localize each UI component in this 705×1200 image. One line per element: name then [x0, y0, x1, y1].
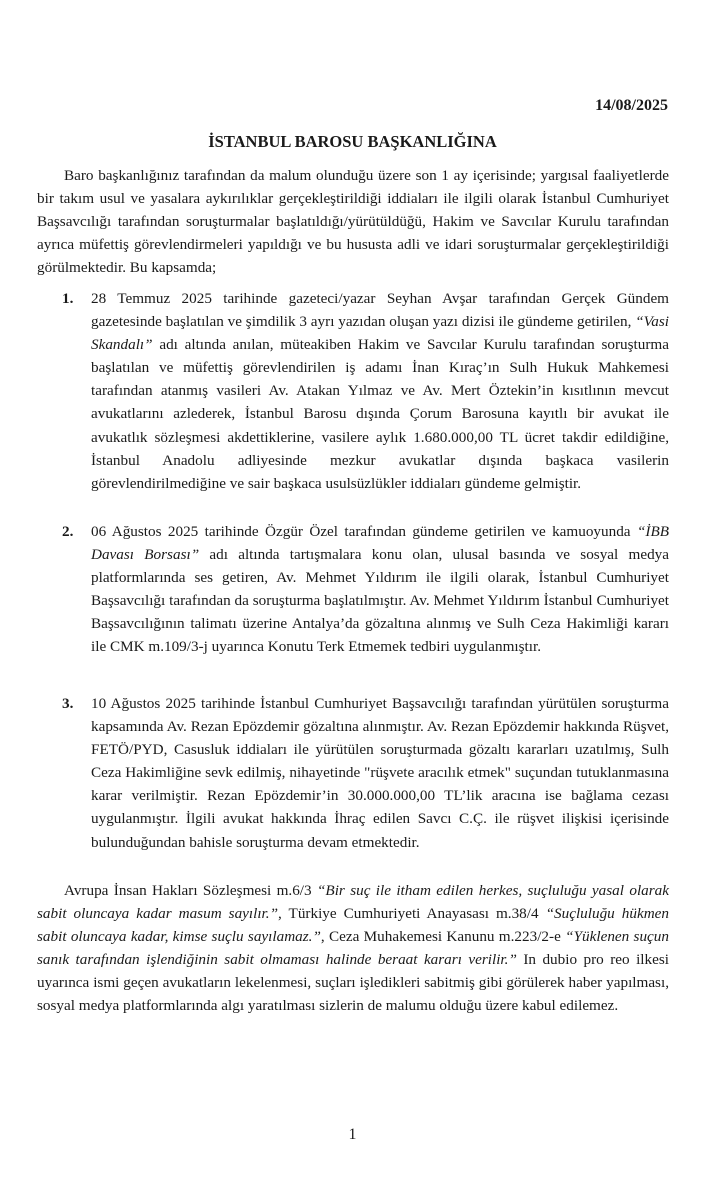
document-title: İSTANBUL BAROSU BAŞKANLIĞINA — [208, 132, 497, 151]
item-text-part: 06 Ağustos 2025 tarihinde Özgür Özel tarafından gündeme getirilen ve kamuoyunda — [91, 523, 637, 540]
numbered-item-2 — [62, 520, 669, 659]
item-text-part: adı altında tartışmalara konu olan, ulusal basında ve sosyal medya platformlarında ses getiren, Av. Mehmet Yıldırım ile ilgili olarak, İstanbul Cumhuriyet Başsavcılığı tarafından da soruşturma başlatılmıştır. Av. Mehmet Yıldırım İstanbul Cumhuriyet Başsavcılığının talimatı üzerine Antalya’da gözaltına alınmış ve Sulh Ceza Hakimliği kararı ile CMK m.109/3-j uyarınca Konutu Terk Etmemek tedbiri uygulanmıştır. — [91, 546, 669, 656]
item-text — [91, 692, 669, 854]
numbered-item-1 — [62, 287, 669, 495]
item-number: 3. — [62, 695, 74, 712]
item-text — [91, 520, 669, 659]
closing-quote: “Bir suç ile itham edilen herkes, suçluluğu yasal olarak sabit oluncaya kadar masum sayılır.” — [37, 882, 669, 923]
intro-paragraph: Baro başkanlığınız tarafından da malum olunduğu üzere son 1 ay içerisinde; yargısal faaliyetlerde bir takım usul ve yasalara aykırılıklar gerçekleştirildiği iddiaları ile ilgili olarak İstanbul Cumhuriyet Başsavcılığı tarafından soruşturmalar başlatıldığı/yürütüldüğü, Hakim ve Savcılar Kurulu tarafından ayrıca müfettiş görevlendirmeleri yapıldığı ve bu hususta adli ve idari soruşturmalar gerçekleştirildiği görülmektedir. Bu kapsamda; — [37, 167, 669, 277]
closing-quote: “Yüklenen suçun sanık tarafından işlendiğinin sabit olmaması halinde beraat kararı verilir.” — [37, 928, 669, 969]
item-italic-phrase: “İBB Davası Borsası” — [91, 523, 669, 564]
item-number: 1. — [62, 290, 74, 307]
closing-paragraph — [37, 879, 669, 1018]
page-number: 1 — [348, 1126, 357, 1143]
item-italic-phrase: “Vasi Skandalı” — [91, 313, 669, 354]
closing-text: , Türkiye Cumhuriyeti Anayasası m.38/4 — [278, 905, 546, 923]
closing-text: In dubio pro reo ilkesi uyarınca ismi geçen avukatların lekelenmesi, suçları işledikleri sabitmiş gibi görülerek haber yapılması, sosyal medya platformlarında algı yaratılması sizlerin de malumu olduğu üzere kabul edilemez. — [37, 951, 669, 1015]
numbered-item-3 — [62, 692, 669, 854]
document-date: 14/08/2025 — [595, 97, 668, 114]
closing-quote: “Suçluluğu hükmen sabit oluncaya kadar, kimse suçlu sayılamaz.” — [37, 905, 669, 946]
item-text-part: 10 Ağustos 2025 tarihinde İstanbul Cumhuriyet Başsavcılığı tarafından yürütülen soruşturma kapsamında Av. Rezan Epözdemir gözaltına alınmıştır. Av. Rezan Epözdemir hakkında Rüşvet, FETÖ/PYD, Casusluk iddiaları ile yürütülen soruşturmada gözaltı kararları uzatılmış, Sulh Ceza Hakimliğine sevk edilmiş, nihayetinde "rüşvete aracılık etmek" suçundan tutuklanmasına karar verilmiştir. Rezan Epözdemir’in 30.000.000,00 TL’lik aracına ise bağlama cezası uygulanmıştır. İlgili avukat hakkında İhraç edilen Savcı C.Ç. ile rüşvet ilişkisi içerisinde bulunduğundan bahisle soruşturma devam etmektedir. — [91, 695, 669, 851]
closing-text: Avrupa İnsan Hakları Sözleşmesi m.6/3 — [64, 882, 317, 899]
item-number: 2. — [62, 523, 74, 540]
item-text-part: 28 Temmuz 2025 tarihinde gazeteci/yazar Seyhan Avşar tarafından Gerçek Gündem gazetesinde başlatılan ve şimdilik 3 ayrı yazıdan oluşan yazı dizisi ile gündeme getirilen, — [91, 290, 669, 331]
closing-text: , Ceza Muhakemesi Kanunu m.223/2-e — [320, 928, 566, 946]
item-text-part: adı altında anılan, müteakiben Hakim ve Savcılar Kurulu tarafından soruşturma başlatılan ve müfettiş görevlendirilen iş adamı İnan Kıraç’ın Sulh Hukuk Mahkemesi tarafından atanmış vasileri Av. Atakan Yılmaz ve Av. Mert Öztekin’in kısıtlının mevcut avukatlarını azlederek, İstanbul Barosu dışında Çorum Barosuna kayıtlı bir avukat ile avukatlık sözleşmesi akdettiklerine, vasilere aylık 1.680.000,00 TL ücret takdir edildiğine, İstanbul Anadolu adliyesinde mezkur avukatlar dışında başkaca vasilerin görevlendirilmediğine ve sair başkaca usulsüzlükler iddiaları gündeme gelmiştir. — [91, 336, 669, 492]
item-text — [91, 287, 669, 495]
